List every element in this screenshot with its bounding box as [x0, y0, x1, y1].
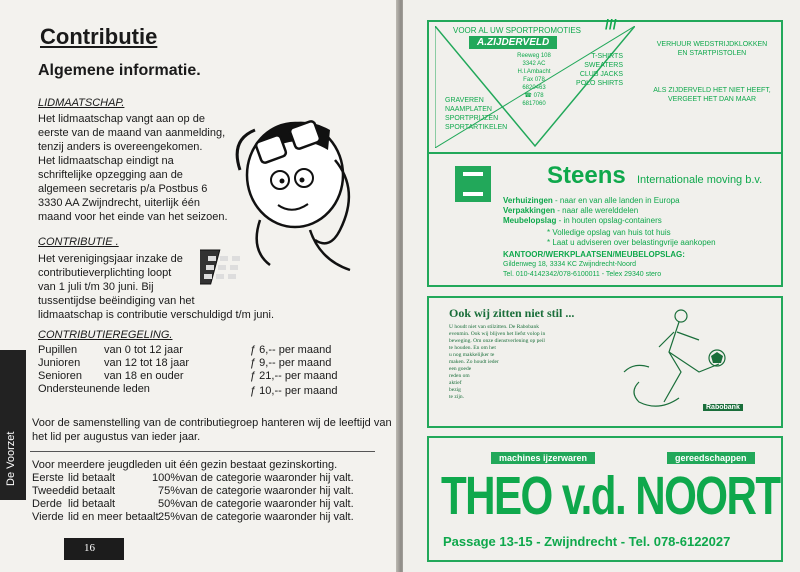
- price-cell: ƒ 6,-- per maand: [250, 344, 332, 356]
- text-line: Het lidmaatschap eindigt na: [38, 155, 174, 167]
- text-line: 3330 AA Zwijndrecht, uiterlijk één: [38, 197, 201, 209]
- text-line: te houden. En om het: [449, 345, 496, 351]
- bullet-item: * Laat u adviseren over belastingvrije aankopen: [547, 238, 716, 247]
- price-cell: ƒ 9,-- per maand: [250, 357, 332, 369]
- text-line: evenmin. Ook wij blijven het liefst volop in: [449, 331, 546, 337]
- ad1-top-line: VOOR AL UW SPORTPROMOTIES: [453, 26, 582, 35]
- ad1-side1: [643, 40, 781, 58]
- korting-rest: van de categorie waaronder hij valt.: [180, 485, 354, 497]
- service-row: [503, 216, 680, 226]
- side-tab-label: De Voorzet: [5, 431, 17, 486]
- list-item: SPORTARTIKELEN: [445, 124, 508, 131]
- korting-what: lid betaalt: [68, 498, 116, 510]
- right-page: [403, 0, 800, 572]
- list-item: NAAMPLATEN: [445, 106, 492, 113]
- address-line: ☎ 078: [524, 93, 544, 99]
- service-label: Verhuizingen: [503, 196, 553, 205]
- text-line: het lid per augustus van ieder jaar.: [32, 431, 201, 443]
- text-line: algemeen secretaris p/a Postbus 6: [38, 183, 208, 195]
- service-row: [503, 206, 680, 216]
- samenstelling-text: [32, 416, 392, 444]
- list-item: T-SHIRTS: [591, 53, 623, 60]
- ad-theo-vd-noort: [427, 436, 783, 562]
- logo-mark-icon: ///: [605, 16, 617, 32]
- steens-office: KANTOOR/WERKPLAATSEN/MEUBELOPSLAG:: [503, 250, 685, 259]
- text-line: bezig: [449, 387, 461, 393]
- korting-rest: van de categorie waaronder hij valt.: [180, 498, 354, 510]
- service-text: - naar alle werelddelen: [555, 206, 639, 215]
- korting-intro: Voor meerdere jeugdleden uit één gezin bestaat gezinskorting.: [32, 459, 338, 471]
- bullet-item: * Volledige opslag van huis tot huis: [547, 228, 671, 237]
- ad1-address: [509, 52, 559, 108]
- table-row: [38, 344, 77, 356]
- steens-name: Steens: [547, 162, 626, 189]
- page-subtitle: Algemene informatie.: [38, 62, 201, 79]
- text-line: beweging. Om onze dienstverlening op peil: [449, 338, 545, 344]
- steens-logo-icon: [455, 166, 491, 202]
- text-line: VERHUUR WEDSTRIJDKLOKKEN: [656, 41, 768, 48]
- ad1-side2: [643, 86, 781, 104]
- divider: [30, 451, 375, 452]
- korting-who: Derde: [32, 498, 62, 510]
- address-line: 6820463: [522, 85, 546, 91]
- rabobank-body: [449, 324, 545, 401]
- list-item: CLUB JACKS: [579, 71, 623, 78]
- text-line: te zijn.: [449, 394, 464, 400]
- ad1-left-list: [445, 96, 507, 132]
- text-line: Het verenigingsjaar inzake de: [38, 253, 183, 265]
- korting-rest: van de categorie waaronder hij valt.: [180, 472, 354, 484]
- price-cell: ƒ 21,-- per maand: [250, 370, 338, 382]
- korting-pct: 50%: [158, 498, 181, 510]
- ad1-right-list: [563, 52, 623, 88]
- footballer-illustration: [619, 302, 769, 422]
- text-line: EN STARTPISTOLEN: [677, 50, 747, 57]
- range-cell: van 12 tot 18 jaar: [104, 357, 190, 369]
- service-label: Verpakkingen: [503, 206, 556, 215]
- category-cell: Senioren: [38, 370, 83, 382]
- address-line: Reeweg 108: [517, 53, 551, 59]
- ad-zijderveld: [427, 16, 783, 154]
- text-line: tenzij anders is overeengekomen.: [38, 141, 203, 153]
- text-line: tussentijdse beëindiging van het: [38, 295, 195, 307]
- regeling-heading: CONTRIBUTIEREGELING.: [38, 329, 173, 341]
- rabobank-logo: Rabobank: [703, 404, 743, 411]
- korting-pct: 75%: [158, 485, 181, 497]
- korting-rest: van de categorie waaronder hij valt.: [180, 511, 354, 523]
- text-line: Voor de samenstelling van de contributiegroep hanteren wij de leeftijd van: [32, 417, 392, 429]
- korting-who: Eerste: [32, 472, 64, 484]
- price-cell: ƒ 10,-- per maand: [250, 385, 338, 397]
- korting-what: lid betaalt: [68, 485, 116, 497]
- theo-name: THEO v.d. NOORT: [441, 466, 780, 526]
- steens-services: [503, 196, 680, 226]
- rabobank-headline: Ook wij zitten niet stil ...: [449, 306, 575, 320]
- text-line: lidmaatschap is contributie verschuldigd t/m juni.: [38, 309, 275, 321]
- address-line: H.I.Ambacht: [517, 69, 551, 75]
- text-line: een goede: [449, 366, 472, 372]
- steens-bullets: [547, 228, 716, 248]
- korting-what: lid en meer betaalt: [68, 511, 159, 523]
- contributie-heading: CONTRIBUTIE .: [38, 236, 119, 248]
- page-number-box: [64, 538, 124, 560]
- category-cell: Ondersteunende leden: [38, 383, 150, 395]
- range-cell: van 18 en ouder: [104, 370, 184, 382]
- section-side-tab: [0, 350, 26, 500]
- text-line: van 1 juli t/m 30 juni. Bij: [38, 281, 154, 293]
- lidmaatschap-heading: LIDMAATSCHAP.: [38, 97, 125, 109]
- ad1-name: A.ZIJDERVELD: [469, 36, 557, 49]
- text-line: maken. Zo houdt ieder: [449, 359, 499, 365]
- list-item: SPORTPRIJZEN: [445, 115, 499, 122]
- text-line: VERGEET HET DAN MAAR: [667, 96, 757, 103]
- address-line: Fax 078: [523, 77, 545, 83]
- steens-tagline: Internationale moving b.v.: [637, 174, 763, 186]
- text-line: Het lidmaatschap vangt aan op de: [38, 113, 205, 125]
- text-line: aktief: [449, 380, 462, 386]
- korting-what: lid betaalt: [68, 472, 116, 484]
- korting-who: Vierde: [32, 511, 64, 523]
- list-item: POLO SHIRTS: [576, 80, 623, 87]
- theo-left-label: machines ijzerwaren: [491, 452, 595, 464]
- steens-address: Gildenweg 18, 3334 KC Zwijndrecht-Noord: [503, 261, 637, 268]
- service-text: - naar en van alle landen in Europa: [552, 196, 680, 205]
- category-cell: Junioren: [38, 357, 81, 369]
- ad-steens: [427, 150, 783, 287]
- korting-pct: 100%: [152, 472, 181, 484]
- text-line: reden om: [449, 373, 470, 379]
- page-title: Contributie: [40, 24, 158, 49]
- theo-right-label: gereedschappen: [667, 452, 755, 464]
- korting-who: Tweede: [32, 485, 71, 497]
- ad-rabobank: [427, 296, 783, 428]
- text-line: schriftelijke opzegging aan de: [38, 169, 183, 181]
- service-label: Meubelopslag: [503, 216, 557, 225]
- text-line: contributieverplichting loopt: [38, 267, 172, 279]
- address-line: 3342 AC: [522, 61, 546, 67]
- service-row: [503, 196, 680, 206]
- list-item: SWEATERS: [584, 62, 623, 69]
- steens-phone: Tel. 010-4142342/078-6100011 - Telex 29340 stero: [503, 271, 662, 278]
- page-number: 16: [84, 542, 95, 554]
- category-cell: Pupillen: [38, 344, 78, 356]
- theo-address: Passage 13-15 - Zwijndrecht - Tel. 078-6122027: [443, 534, 731, 549]
- range-cell: van 0 tot 12 jaar: [104, 344, 183, 356]
- text-line: eerste van de maand van aanmelding,: [38, 127, 226, 139]
- address-line: 6817060: [522, 101, 546, 107]
- cartoon-illustration: [200, 100, 370, 290]
- text-line: u nog makkelijker te: [449, 352, 495, 358]
- text-line: U houdt niet van stilzitten. De Rabobank: [449, 324, 539, 330]
- korting-pct: 25%: [158, 511, 181, 523]
- text-line: maand voor het einde van het seizoen.: [38, 211, 228, 223]
- service-text: - in houten opslag-containers: [556, 216, 662, 225]
- list-item: GRAVEREN: [445, 97, 484, 104]
- text-line: ALS ZIJDERVELD HET NIET HEEFT,: [653, 87, 771, 94]
